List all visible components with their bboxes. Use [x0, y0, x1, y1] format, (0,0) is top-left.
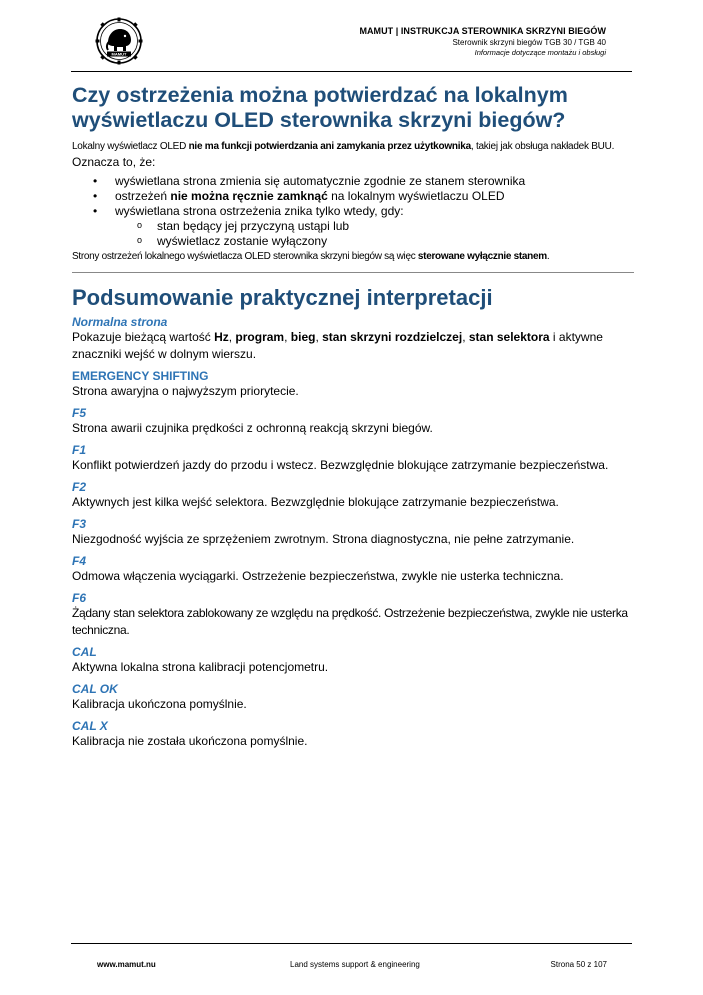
header-title: MAMUT | INSTRUKCJA STEROWNIKA SKRZYNI BIEGÓW	[359, 26, 606, 36]
desc-cal: Aktywna lokalna strona kalibracji potencjometru.	[72, 660, 329, 674]
desc-cal-x: Kalibracja nie została ukończona pomyślnie.	[72, 734, 308, 748]
term-f5: F5	[72, 406, 87, 420]
lead-text: Oznacza to, że:	[72, 155, 156, 169]
footer-website-link[interactable]: www.mamut.nu	[97, 960, 156, 969]
page-header	[359, 26, 606, 57]
intro-bold: nie ma funkcji potwierdzania ani zamykania przez użytkownika	[188, 141, 471, 152]
term-cal-x: CAL X	[72, 719, 108, 733]
desc-f5: Strona awarii czujnika prędkości z ochronną reakcją skrzyni biegów.	[72, 421, 433, 435]
footer-page-number: Strona 50 z 107	[550, 960, 607, 969]
term-cal-ok: CAL OK	[72, 682, 118, 696]
term-cal: CAL	[72, 645, 97, 659]
desc-f2: Aktywnych jest kilka wejść selektora. Bezwzględnie blokujące zatrzymanie bezpieczeństwa.	[72, 495, 559, 509]
list-item: • ostrzeżeń nie można ręcznie zamknąć na lokalnym wyświetlaczu OLED	[115, 189, 634, 204]
list-item: • wyświetlana strona zmienia się automatycznie zgodnie ze stanem sterownika	[115, 174, 634, 189]
bullet-list	[72, 174, 634, 249]
desc-f4: Odmowa włączenia wyciągarki. Ostrzeżenie bezpieczeństwa, zwykle nie usterka techniczna.	[72, 569, 564, 583]
footer-divider	[71, 943, 632, 944]
term-emergency: EMERGENCY SHIFTING	[72, 369, 209, 383]
desc-f6: Żądany stan selektora zablokowany ze względu na prędkość. Ostrzeżenie bezpieczeństwa, zwykle nie usterka techniczna.	[72, 606, 628, 637]
logo-text: MAMUT	[111, 51, 127, 57]
section-2-heading: Podsumowanie praktycznej interpretacji	[72, 285, 493, 310]
header-subtitle-2: Informacje dotyczące montażu i obsługi	[474, 48, 606, 57]
mamut-logo-icon	[95, 17, 143, 65]
footer-tagline: Land systems support & engineering	[290, 960, 420, 969]
desc-normal: Pokazuje bieżącą wartość Hz, program, bieg, stan skrzyni rozdzielczej, stan selektora i aktywne znaczniki wejść w dolnym wierszu.	[72, 330, 603, 361]
list-item: • wyświetlana strona ostrzeżenia znika tylko wtedy, gdy: o stan będący jej przyczyną ustąpi lub o wyświetlacz zostanie wyłączony	[115, 204, 634, 249]
term-normal: Normalna strona	[72, 315, 168, 329]
desc-emergency: Strona awaryjna o najwyższym priorytecie.	[72, 384, 299, 398]
desc-f3: Niezgodność wyjścia ze sprzężeniem zwrotnym. Strona diagnostyczna, nie pełne zatrzymanie.	[72, 532, 575, 546]
header-subtitle: Sterownik skrzyni biegów TGB 30 / TGB 40	[452, 38, 606, 47]
sub-list-item: o stan będący jej przyczyną ustąpi lub	[157, 219, 634, 234]
sub-list-item: o wyświetlacz zostanie wyłączony	[157, 234, 634, 249]
section-divider	[72, 272, 634, 273]
main-content	[72, 83, 634, 750]
desc-f1: Konflikt potwierdzeń jazdy do przodu i wstecz. Bezwzględnie blokujące zatrzymanie bezpieczeństwa.	[72, 458, 609, 472]
term-f6: F6	[72, 591, 87, 605]
term-f2: F2	[72, 480, 87, 494]
intro-paragraph: Lokalny wyświetlacz OLED nie ma funkcji potwierdzania ani zamykania przez użytkownika, takiej jak obsługa nakładek BUU.	[72, 141, 615, 152]
header-divider	[71, 71, 632, 72]
term-f3: F3	[72, 517, 87, 531]
term-f1: F1	[72, 443, 87, 457]
sub-list	[115, 219, 634, 249]
term-f4: F4	[72, 554, 87, 568]
conclusion-paragraph: Strony ostrzeżeń lokalnego wyświetlacza OLED sterownika skrzyni biegów są więc sterowane wyłącznie stanem.	[72, 251, 550, 262]
section-1-heading: Czy ostrzeżenia można potwierdzać na lokalnym wyświetlaczu OLED sterownika skrzyni biegów?	[72, 83, 568, 132]
desc-cal-ok: Kalibracja ukończona pomyślnie.	[72, 697, 247, 711]
